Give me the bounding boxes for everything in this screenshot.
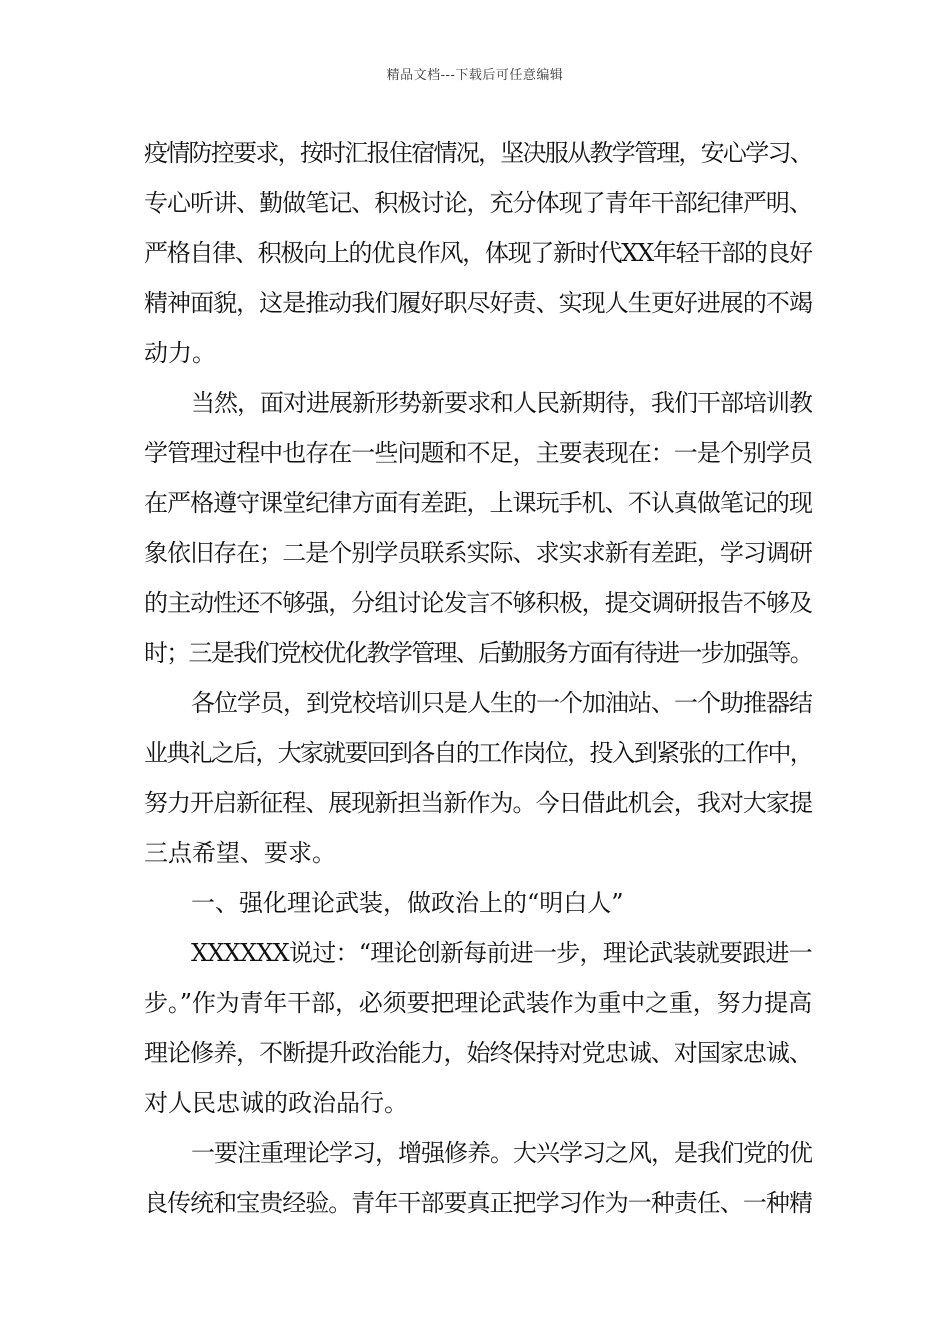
text-line: 三点希望、要求。 xyxy=(144,839,336,867)
text-line: 象依旧存在；二是个别学员联系实际、求实求新有差距，学习调研 xyxy=(144,539,812,567)
paragraph-start-line: 各位学员，到党校培训只是人生的一个加油站、一个助推器结 xyxy=(191,689,812,717)
paragraph-start-line: 当然，面对进展新形势新要求和人民新期待，我们干部培训教 xyxy=(191,389,812,417)
text-line: 理论修养，不断提升政治能力，始终保持对党忠诚、对国家忠诚、 xyxy=(144,1039,812,1067)
text-line: 的主动性还不够强，分组讨论发言不够积极，提交调研报告不够及 xyxy=(144,589,812,617)
text-line: 时；三是我们党校优化教学管理、后勤服务方面有待进一步加强等。 xyxy=(144,639,812,667)
text-line: 精神面貌，这是推动我们履好职尽好责、实现人生更好进展的不竭 xyxy=(144,289,812,317)
text-line: 业典礼之后，大家就要回到各自的工作岗位，投入到紧张的工作中， xyxy=(144,739,812,767)
text-line: 专心听讲、勤做笔记、积极讨论，充分体现了青年干部纪律严明、 xyxy=(144,189,812,217)
section-heading: 一、强化理论武装，做政治上的“明白人” xyxy=(191,889,624,917)
text-line: 在严格遵守课堂纪律方面有差距，上课玩手机、不认真做笔记的现 xyxy=(144,489,812,517)
text-line: 步。”作为青年干部，必须要把理论武装作为重中之重，努力提高 xyxy=(144,989,812,1017)
text-line: 对人民忠诚的政治品行。 xyxy=(144,1089,408,1117)
text-line: 良传统和宝贵经验。青年干部要真正把学习作为一种责任、一种精 xyxy=(144,1189,812,1217)
text-line: 努力开启新征程、展现新担当新作为。今日借此机会，我对大家提 xyxy=(144,789,812,817)
paragraph-start-line: XXXXXX说过：“理论创新每前进一步，理论武装就要跟进一 xyxy=(191,939,812,967)
text-line: 动力。 xyxy=(144,339,216,367)
document-body xyxy=(144,128,812,1228)
text-line: 疫情防控要求，按时汇报住宿情况，坚决服从教学管理，安心学习、 xyxy=(144,139,812,167)
page-header: 精品文档---下载后可任意编辑 xyxy=(386,68,564,83)
paragraph-start-line: 一要注重理论学习，增强修养。大兴学习之风，是我们党的优 xyxy=(191,1139,812,1167)
text-line: 严格自律、积极向上的优良作风，体现了新时代XX年轻干部的良好 xyxy=(144,239,812,267)
text-line: 学管理过程中也存在一些问题和不足，主要表现在：一是个别学员 xyxy=(144,439,812,467)
